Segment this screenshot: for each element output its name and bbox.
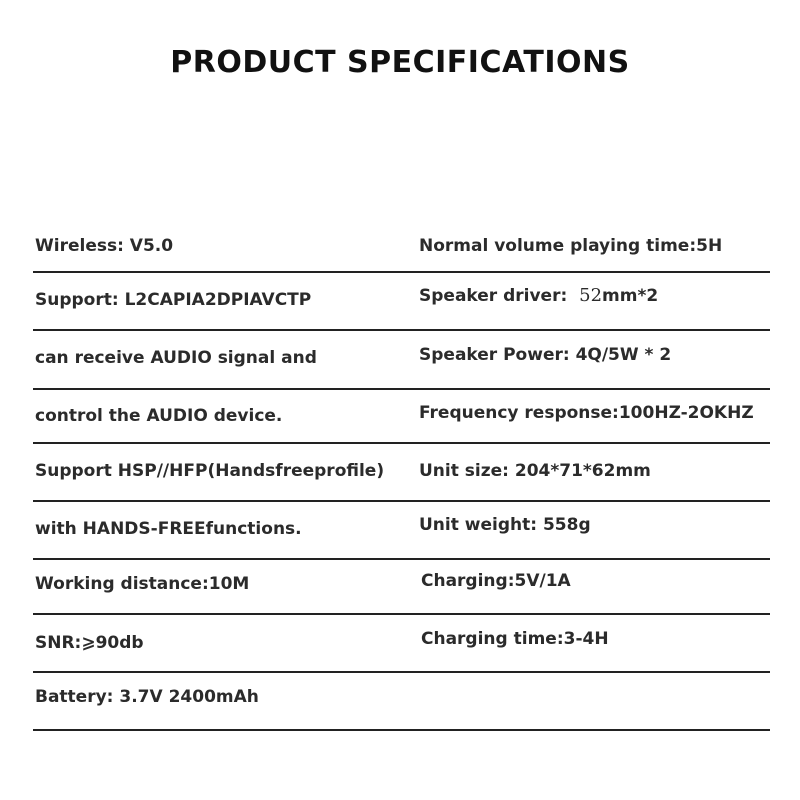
spec-battery: Battery: 3.7V 2400mAh	[35, 687, 259, 707]
row-divider	[33, 558, 770, 560]
row-divider	[33, 613, 770, 615]
spec-frequency-response: Frequency response:100HZ-2OKHZ	[419, 403, 754, 423]
spec-wireless: Wireless: V5.0	[35, 236, 174, 256]
row-divider	[33, 271, 770, 273]
spec-charging-time: Charging time:3-4H	[421, 629, 609, 649]
row-divider	[33, 442, 770, 444]
spec-hsp-hfp: Support HSP//HFP(Handsfreeprofile)	[35, 461, 385, 481]
spec-audio-control: control the AUDIO device.	[35, 406, 283, 426]
spec-snr: SNR:⩾90db	[35, 633, 144, 653]
spec-unit-size: Unit size: 204*71*62mm	[419, 461, 651, 481]
row-divider	[33, 500, 770, 502]
row-divider	[33, 729, 770, 731]
spec-charging: Charging:5V/1A	[421, 571, 571, 591]
spec-unit-weight: Unit weight: 558g	[419, 515, 591, 535]
spec-working-distance: Working distance:10M	[35, 574, 250, 594]
spec-support-profiles: Support: L2CAPIA2DPIAVCTP	[35, 290, 312, 310]
row-divider	[33, 671, 770, 673]
spec-speaker-power: Speaker Power: 4Q/5W * 2	[419, 345, 672, 365]
spec-speaker-driver	[419, 286, 658, 306]
row-divider	[33, 329, 770, 331]
spec-hands-free: with HANDS-FREEfunctions.	[35, 519, 302, 539]
row-divider	[33, 388, 770, 390]
page-title: PRODUCT SPECIFICATIONS	[170, 45, 630, 80]
speaker-driver-label: Speaker driver:	[419, 286, 568, 306]
spec-playing-time: Normal volume playing time:5H	[419, 236, 723, 256]
speaker-driver-size: 52	[579, 285, 603, 306]
spec-audio-receive: can receive AUDIO signal and	[35, 348, 317, 368]
speaker-driver-unit: mm*2	[602, 286, 659, 306]
